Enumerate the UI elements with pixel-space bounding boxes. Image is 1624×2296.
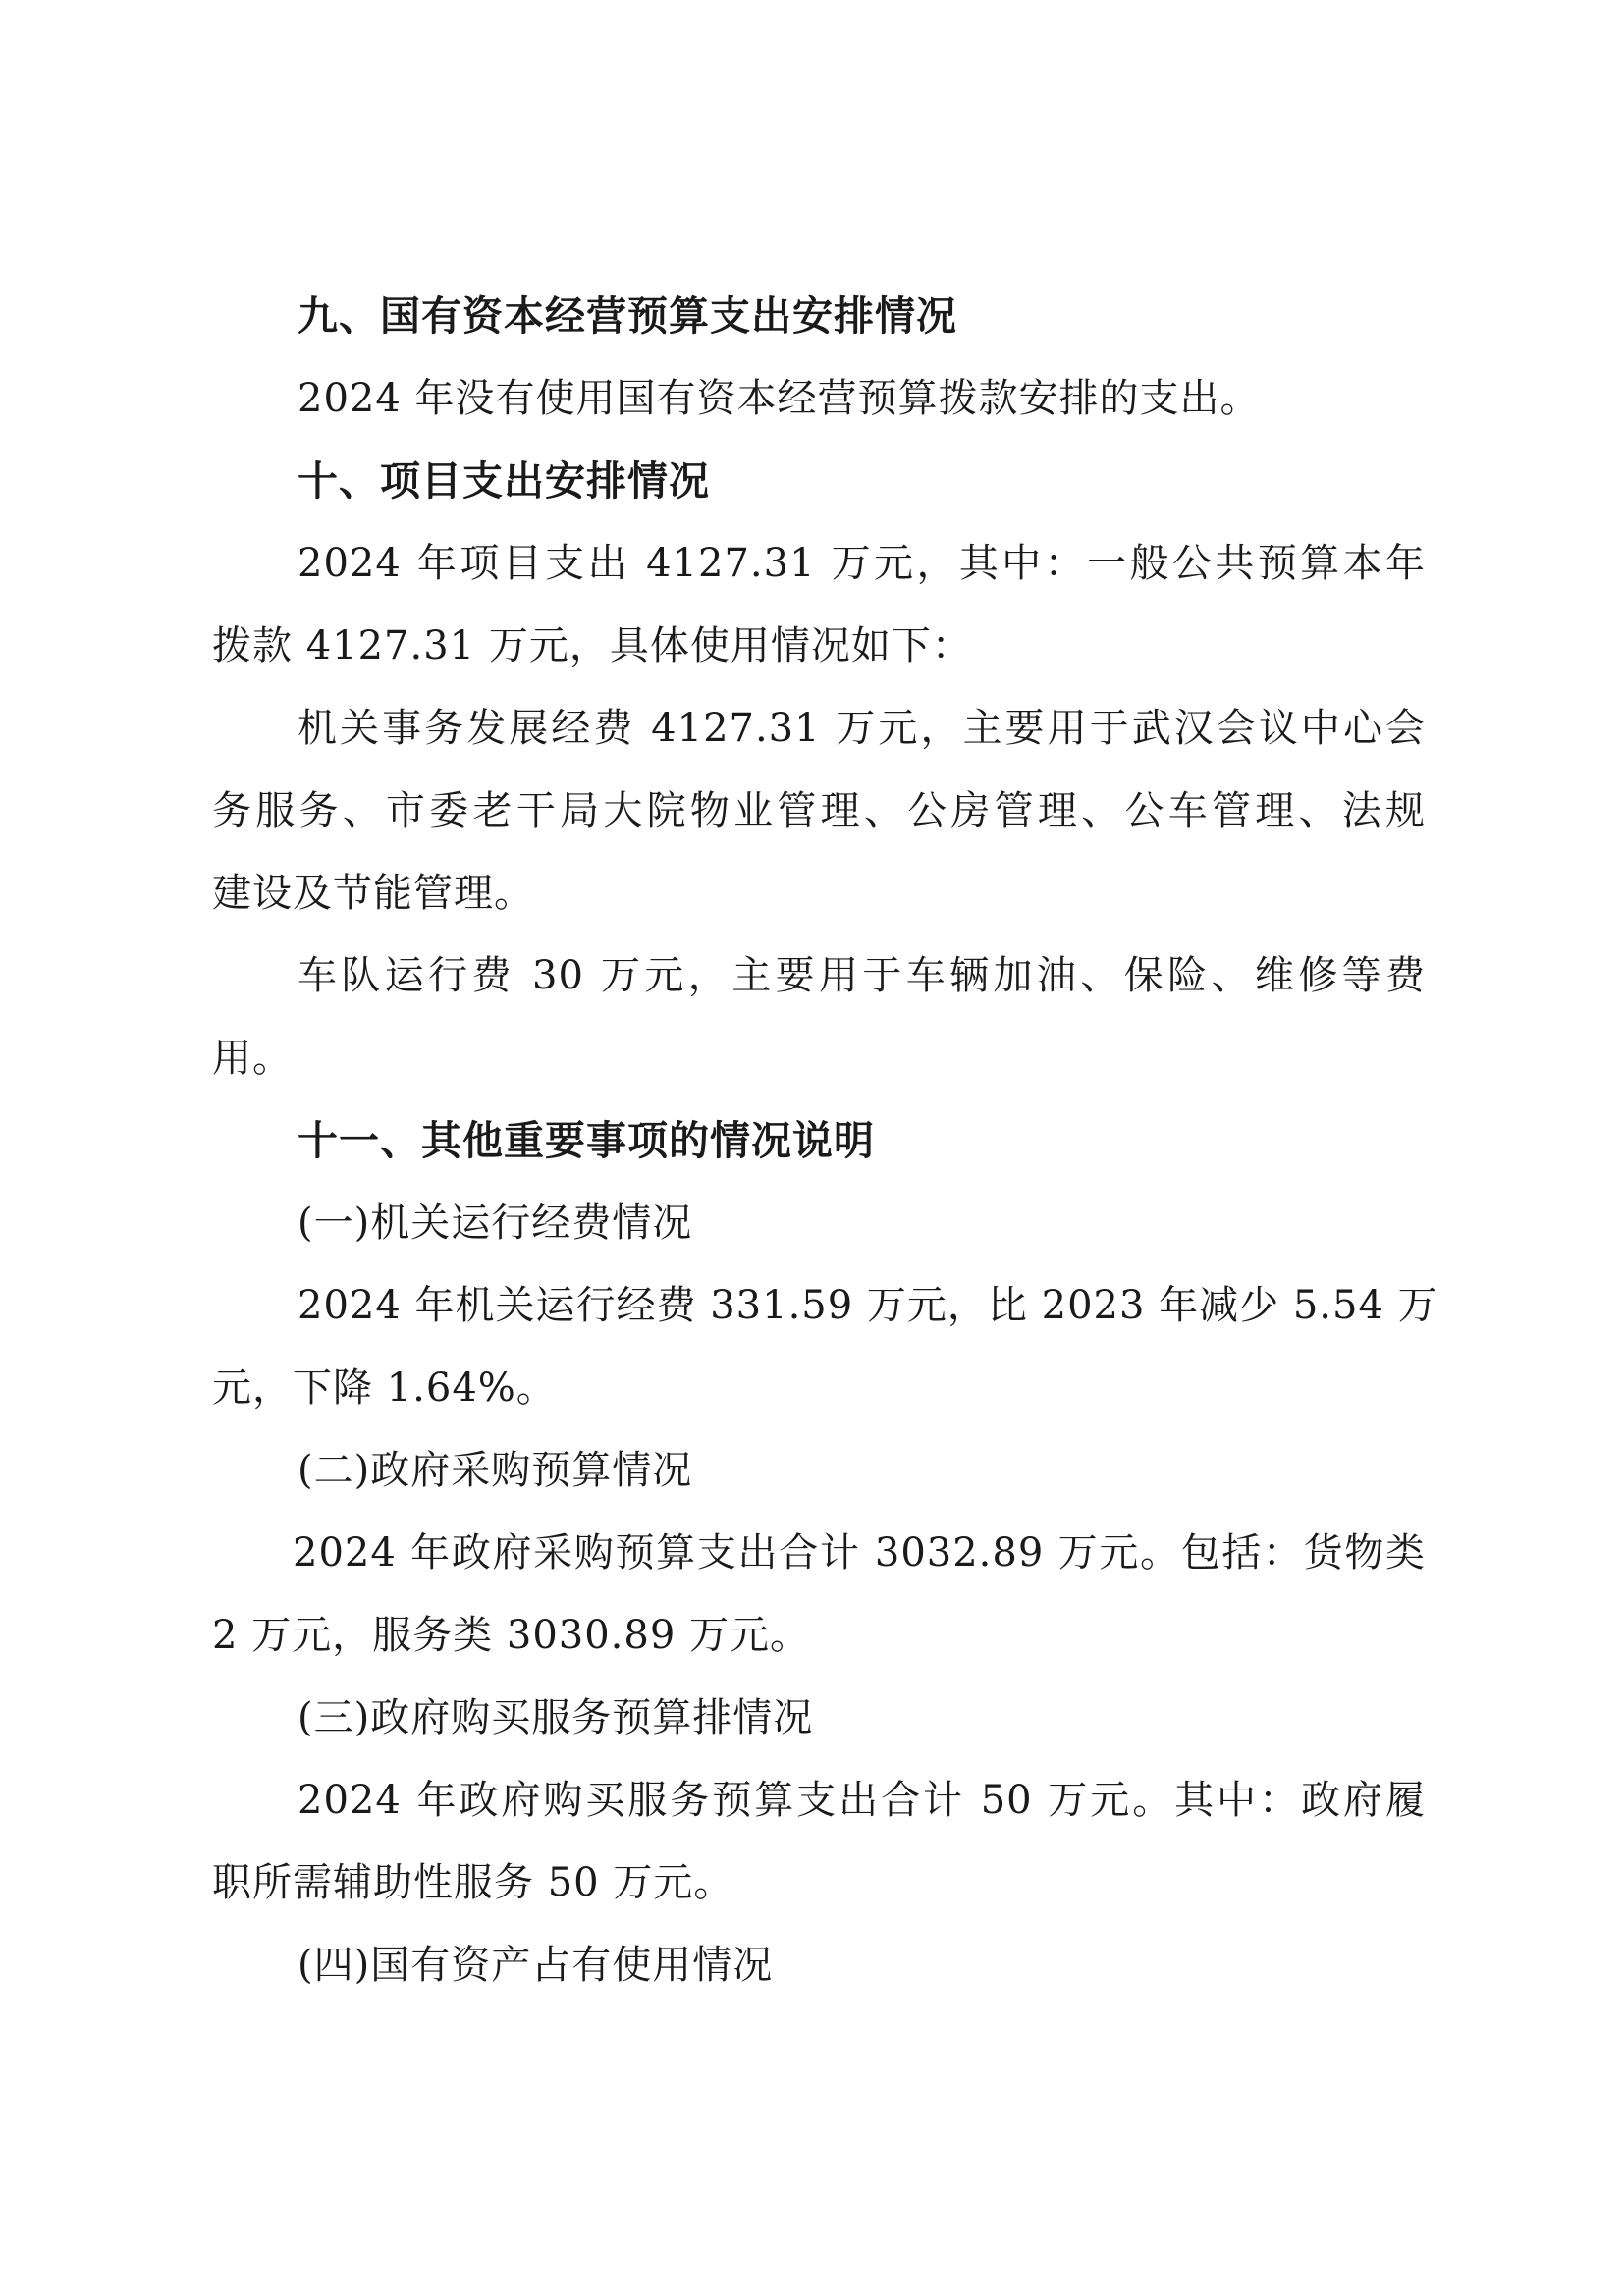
section-heading-9: 九、国有资本经营预算支出安排情况	[298, 293, 957, 340]
paragraph-line: 建设及节能管理。	[212, 871, 534, 916]
paragraph-line: 元，下降 1.64%。	[212, 1365, 557, 1411]
paragraph-line: 2024 年没有使用国有资本经营预算拨款安排的支出。	[298, 376, 1261, 421]
paragraph-line: 2 万元，服务类 3030.89 万元。	[212, 1613, 811, 1658]
subsection-title: (一)机关运行经费情况	[298, 1201, 693, 1246]
paragraph-line: 2024 年项目支出 4127.31 万元，其中：一般公共预算本年	[298, 541, 1426, 586]
paragraph-line: 2024 年政府采购预算支出合计 3032.89 万元。包括：货物类	[293, 1530, 1426, 1575]
section-heading-10: 十、项目支出安排情况	[298, 457, 710, 505]
paragraph-line: 车队运行费 30 万元，主要用于车辆加油、保险、维修等费	[298, 953, 1426, 998]
paragraph-line: 用。	[212, 1036, 293, 1081]
paragraph-line: 2024 年机关运行经费 331.59 万元，比 2023 年减少 5.54 万	[298, 1283, 1438, 1328]
paragraph-line: 拨款 4127.31 万元，具体使用情况如下：	[212, 623, 972, 668]
subsection-title: (三)政府购买服务预算排情况	[298, 1695, 814, 1740]
subsection-title: (四)国有资产占有使用情况	[298, 1943, 774, 1988]
section-heading-11: 十一、其他重要事项的情况说明	[298, 1117, 875, 1164]
paragraph-line: 务服务、市委老干局大院物业管理、公房管理、公车管理、法规	[212, 788, 1426, 833]
subsection-title: (二)政府采购预算情况	[298, 1448, 693, 1493]
paragraph-line: 2024 年政府购买服务预算支出合计 50 万元。其中：政府履	[298, 1778, 1426, 1823]
paragraph-line: 职所需辅助性服务 50 万元。	[212, 1860, 734, 1905]
paragraph-line: 机关事务发展经费 4127.31 万元，主要用于武汉会议中心会	[298, 706, 1426, 751]
